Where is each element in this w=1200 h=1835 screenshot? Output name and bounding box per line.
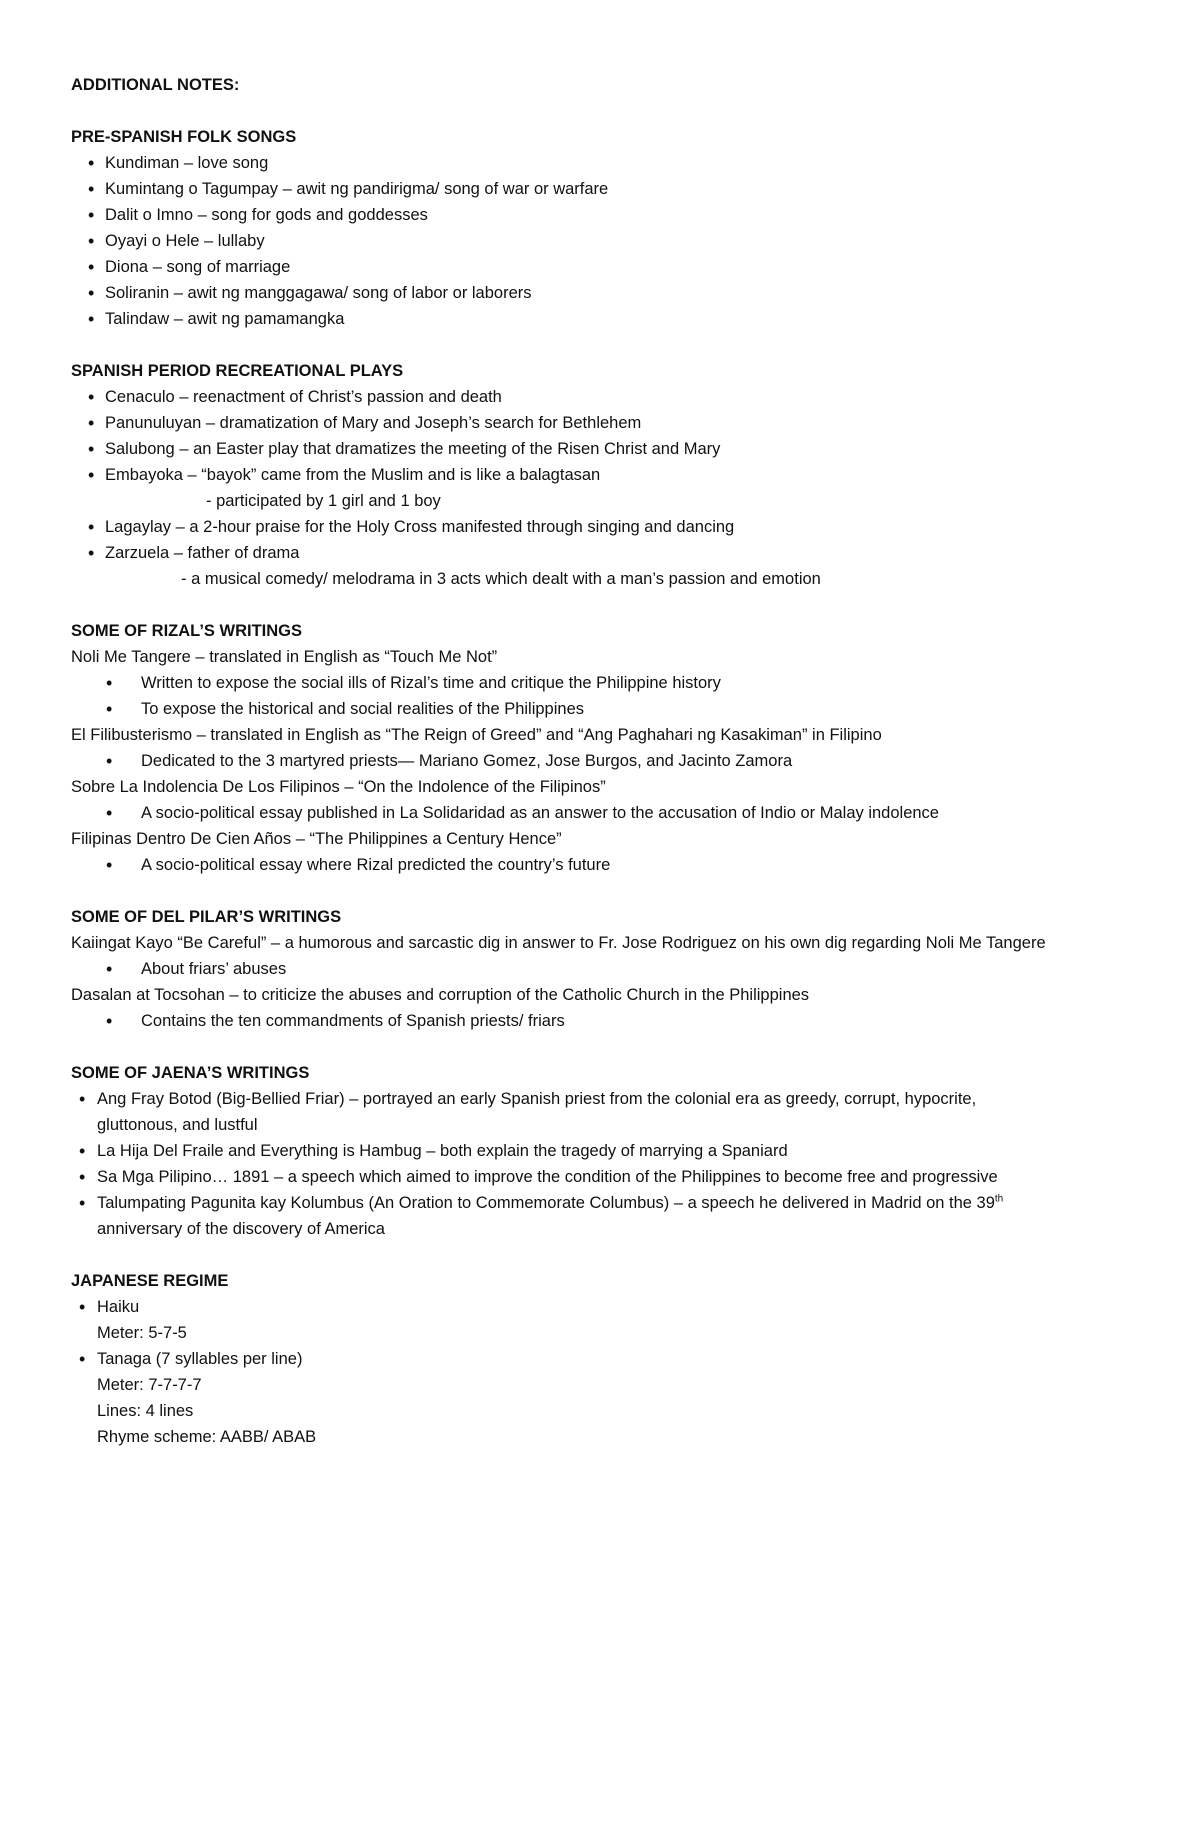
- list-item-detail: Meter: 5-7-5: [97, 1324, 187, 1342]
- list-item: • Kundiman – love song: [71, 150, 1131, 176]
- jaena-heading: SOME OF JAENA’S WRITINGS: [71, 1064, 310, 1082]
- list-item: • Tanaga (7 syllables per line): [71, 1346, 1131, 1372]
- list-item-detail: Meter: 7-7-7-7: [97, 1376, 202, 1394]
- del-pilar-heading: SOME OF DEL PILAR’S WRITINGS: [71, 908, 342, 926]
- list-item: • Written to expose the social ills of Rizal’s time and critique the Philippine history: [71, 670, 1131, 696]
- list-item-text: Talumpating Pagunita kay Kolumbus (An Oration to Commemorate Columbus) – a speech he delivered in Madrid on the 39: [97, 1194, 995, 1212]
- list-item: • Kumintang o Tagumpay – awit ng pandirigma/ song of war or warfare: [71, 176, 1131, 202]
- document-page: [71, 72, 1131, 1450]
- rizal-heading: SOME OF RIZAL’S WRITINGS: [71, 622, 302, 640]
- work-title: Dasalan at Tocsohan – to criticize the abuses and corruption of the Catholic Church in the Philippines: [71, 986, 810, 1004]
- list-item: • To expose the historical and social realities of the Philippines: [71, 696, 1131, 722]
- list-item: • Contains the ten commandments of Spanish priests/ friars: [71, 1008, 1131, 1034]
- work-title: Noli Me Tangere – translated in English as “Touch Me Not”: [71, 648, 498, 666]
- list-item-detail: Rhyme scheme: AABB/ ABAB: [97, 1428, 317, 1446]
- list-item: • Zarzuela – father of drama: [71, 540, 1131, 566]
- list-item: • Talindaw – awit ng pamamangka: [71, 306, 1131, 332]
- work-title: Filipinas Dentro De Cien Años – “The Philippines a Century Hence”: [71, 830, 562, 848]
- list-item: • Haiku: [71, 1294, 1131, 1320]
- ordinal-suffix: th: [994, 1193, 1004, 1205]
- list-item: • Cenaculo – reenactment of Christ’s passion and death: [71, 384, 1131, 410]
- list-item: • About friars’ abuses: [71, 956, 1131, 982]
- list-item: • A socio-political essay where Rizal predicted the country’s future: [71, 852, 1131, 878]
- list-item: • Salubong – an Easter play that dramatizes the meeting of the Risen Christ and Mary: [71, 436, 1131, 462]
- list-item: • Embayoka – “bayok” came from the Muslim and is like a balagtasan: [71, 462, 1131, 488]
- list-item-note: - a musical comedy/ melodrama in 3 acts which dealt with a man’s passion and emotion: [181, 570, 821, 588]
- list-item: • La Hija Del Fraile and Everything is Hambug – both explain the tragedy of marrying a Spaniard: [71, 1138, 1131, 1164]
- list-item: • Ang Fray Botod (Big-Bellied Friar) – portrayed an early Spanish priest from the colonial era as greedy, corrupt, hypocrite,: [71, 1086, 1131, 1112]
- list-item: • Panunuluyan – dramatization of Mary and Joseph’s search for Bethlehem: [71, 410, 1131, 436]
- list-item-continuation: gluttonous, and lustful: [97, 1116, 258, 1134]
- list-item: [71, 1190, 1131, 1216]
- work-title: El Filibusterismo – translated in English as “The Reign of Greed” and “Ang Paghahari ng Kasakiman” in Filipino: [71, 726, 882, 744]
- list-item: • Dalit o Imno – song for gods and goddesses: [71, 202, 1131, 228]
- list-item: • Dedicated to the 3 martyred priests— Mariano Gomez, Jose Burgos, and Jacinto Zamora: [71, 748, 1131, 774]
- list-item: • Oyayi o Hele – lullaby: [71, 228, 1131, 254]
- list-item: • Sa Mga Pilipino… 1891 – a speech which aimed to improve the condition of the Philippines to become free and progressive: [71, 1164, 1131, 1190]
- folk-songs-heading: PRE-SPANISH FOLK SONGS: [71, 128, 297, 146]
- plays-heading: SPANISH PERIOD RECREATIONAL PLAYS: [71, 362, 404, 380]
- list-item-note: - participated by 1 girl and 1 boy: [206, 492, 441, 510]
- list-item: • A socio-political essay published in La Solidaridad as an answer to the accusation of Indio or Malay indolence: [71, 800, 1131, 826]
- work-title: Sobre La Indolencia De Los Filipinos – “On the Indolence of the Filipinos”: [71, 778, 606, 796]
- list-item-continuation: anniversary of the discovery of America: [97, 1220, 385, 1238]
- work-title: Kaiingat Kayo “Be Careful” – a humorous and sarcastic dig in answer to Fr. Jose Rodriguez on his own dig regarding Noli Me Tangere: [71, 934, 1046, 952]
- list-item: • Soliranin – awit ng manggagawa/ song of labor or laborers: [71, 280, 1131, 306]
- japanese-heading: JAPANESE REGIME: [71, 1272, 229, 1290]
- list-item: • Diona – song of marriage: [71, 254, 1131, 280]
- list-item: • Lagaylay – a 2-hour praise for the Holy Cross manifested through singing and dancing: [71, 514, 1131, 540]
- list-item-detail: Lines: 4 lines: [97, 1402, 194, 1420]
- document-title: ADDITIONAL NOTES:: [71, 76, 240, 94]
